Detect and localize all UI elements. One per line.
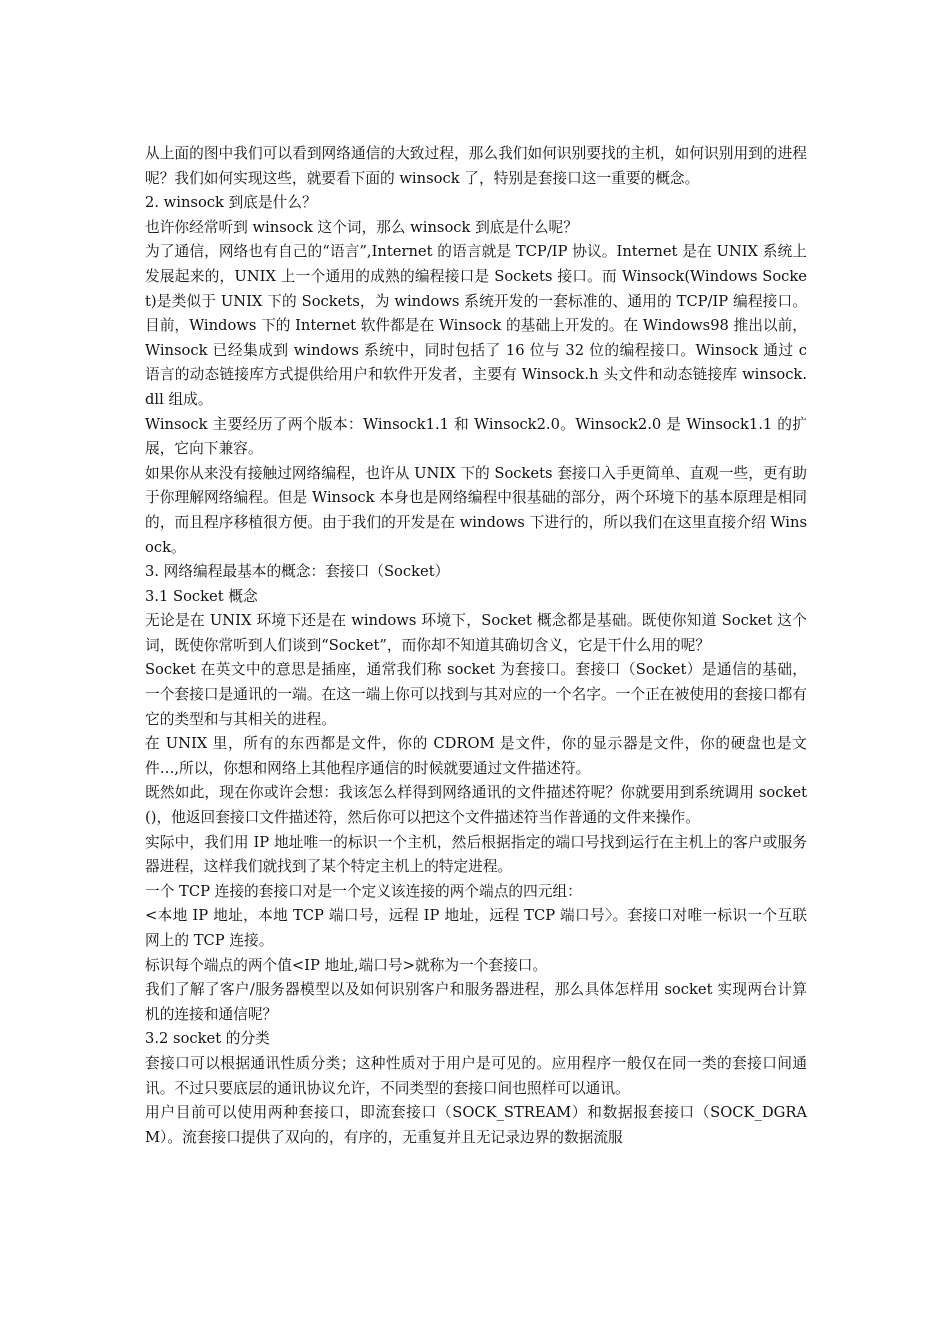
paragraph: 我们了解了客户/服务器模型以及如何识别客户和服务器进程，那么具体怎样用 socket 实现两台计算机的连接和通信呢？ (145, 981, 807, 1023)
paragraph: 也许你经常听到 winsock 这个词，那么 winsock 到底是什么呢？ (145, 218, 578, 236)
intro-paragraph: 从上面的图中我们可以看到网络通信的大致过程，那么我们如何识别要找的主机，如何识别用到的进程呢？我们如何实现这些，就要看下面的 winsock 了，特别是套接口这一重要的概念。 (145, 145, 807, 187)
paragraph: 无论是在 UNIX 环境下还是在 windows 环境下，Socket 概念都是基础。既使你知道 Socket 这个词，既使你常听到人们谈到“Socket”，而你却不知道其确切含义，它是干什么用的呢？ (145, 612, 807, 654)
paragraph: 为了通信，网络也有自己的“语言”,Internet 的语言就是 TCP/IP 协议。Internet 是在 UNIX 系统上发展起来的，UNIX 上一个通用的成熟的编程接口是 Sockets 接口。而 Winsock(Windows Socket)是类似于 UNIX 下的 Sockets，为 windows 系统开发的一套标准的、通用的 TCP/IP 编程接口。目前，Windows 下的 Internet 软件都是在 Winsock 的基础上开发的。在 Windows98 推出以前，Winsock 已经集成到 windows 系统中，同时包括了 16 位与 32 位的编程接口。Winsock 通过 c 语言的动态链接库方式提供给用户和软件开发者，主要有 Winsock.h 头文件和动态链接库 winsock.dll 组成。 (145, 243, 807, 408)
paragraph: 标识每个端点的两个值<IP 地址,端口号>就称为一个套接口。 (145, 956, 548, 974)
section-heading-3: 3. 网络编程最基本的概念：套接口（Socket） (145, 563, 450, 581)
paragraph: 套接口可以根据通讯性质分类；这种性质对于用户是可见的。应用程序一般仅在同一类的套接口间通讯。不过只要底层的通讯协议允许，不同类型的套接口间也照样可以通讯。 (145, 1054, 807, 1097)
section-heading-2: 2. winsock 到底是什么？ (145, 194, 317, 212)
subsection-heading-3-1: 3.1 Socket 概念 (145, 587, 258, 605)
paragraph: 如果你从来没有接触过网络编程，也许从 UNIX 下的 Sockets 套接口入手更简单、直观一些，更有助于你理解网络编程。但是 Winsock 本身也是网络编程中很基础的部分，两个环境下的基本原理是相同的，而且程序移植很方便。由于我们的开发是在 windows 下进行的，所以我们在这里直接介绍 Winsock。 (145, 464, 807, 556)
paragraph: Winsock 主要经历了两个版本：Winsock1.1 和 Winsock2.0。Winsock2.0 是 Winsock1.1 的扩展，它向下兼容。 (145, 415, 807, 458)
paragraph: 一个 TCP 连接的套接口对是一个定义该连接的两个端点的四元组： (145, 882, 582, 900)
paragraph: 实际中，我们用 IP 地址唯一的标识一个主机，然后根据指定的端口号找到运行在主机上的客户或服务器进程，这样我们就找到了某个特定主机上的特定进程。 (145, 833, 807, 876)
paragraph: <本地 IP 地址，本地 TCP 端口号，远程 IP 地址，远程 TCP 端口号〉。套接口对唯一标识一个互联网上的 TCP 连接。 (145, 907, 807, 949)
paragraph: 既然如此，现在你或许会想：我该怎么样得到网络通讯的文件描述符呢？你就要用到系统调用 socket()，他返回套接口文件描述符，然后你可以把这个文件描述符当作普通的文件来操作。 (145, 784, 807, 827)
paragraph: Socket 在英文中的意思是插座，通常我们称 socket 为套接口。套接口（Socket）是通信的基础，一个套接口是通讯的一端。在这一端上你可以找到与其对应的一个名字。一个正在被使用的套接口都有它的类型和与其相关的进程。 (145, 661, 807, 728)
paragraph: 在 UNIX 里，所有的东西都是文件，你的 CDROM 是文件，你的显示器是文件，你的硬盘也是文件…,所以，你想和网络上其他程序通信的时候就要通过文件描述符。 (145, 735, 807, 777)
document-page (145, 142, 807, 1150)
paragraph: 用户目前可以使用两种套接口，即流套接口（SOCK_STREAM）和数据报套接口（SOCK_DGRAM）。流套接口提供了双向的，有序的，无重复并且无记录边界的数据流服 (145, 1104, 807, 1146)
subsection-heading-3-2: 3.2 socket 的分类 (145, 1030, 270, 1048)
